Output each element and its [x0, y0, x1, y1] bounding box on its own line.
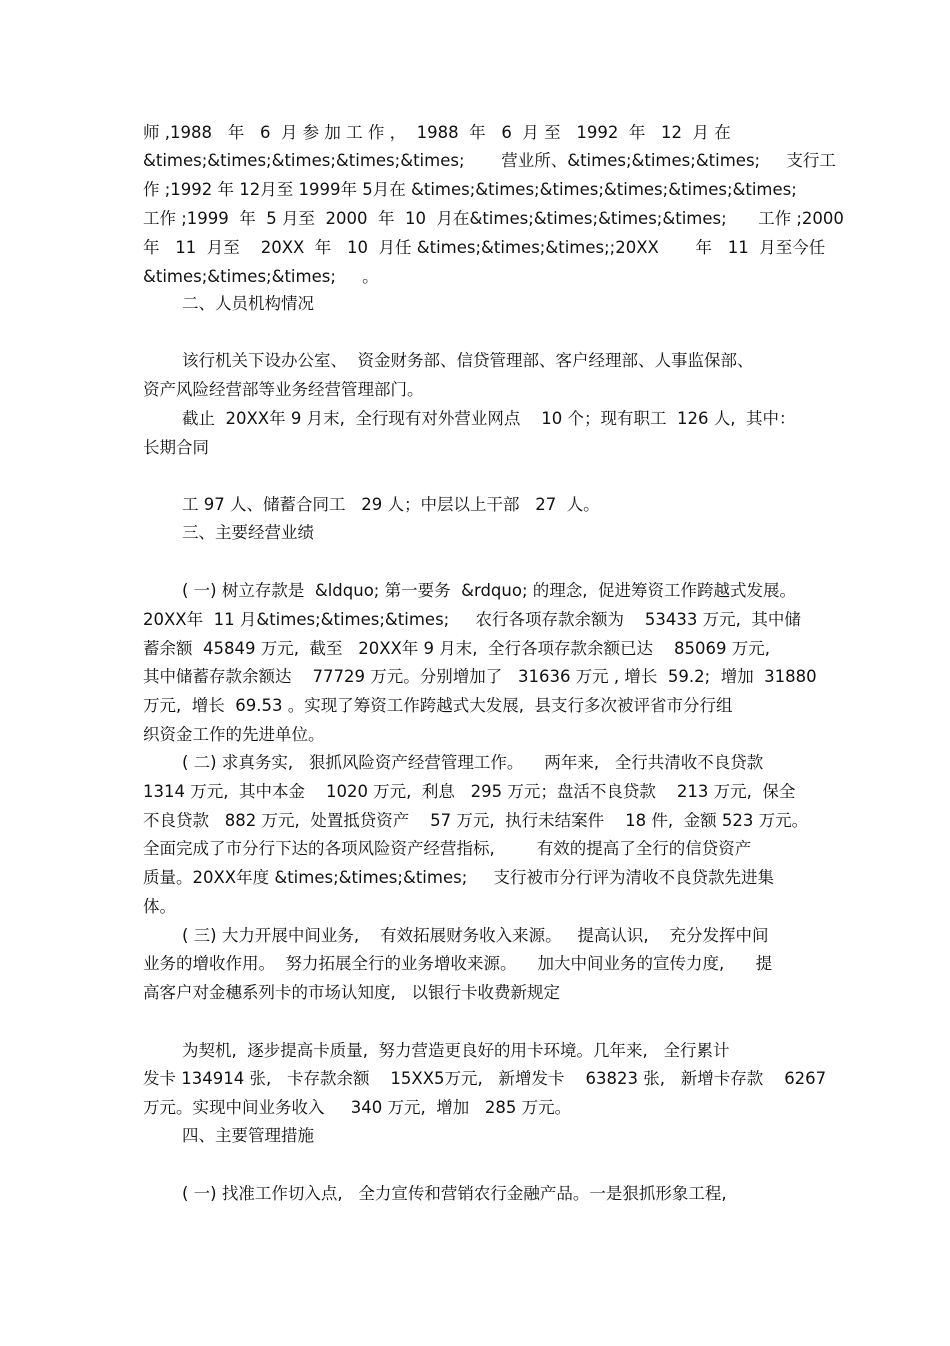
text-line: ( 一) 找准工作切入点, 全力宣传和营销农行金融产品。一是狠抓形象工程,: [182, 1184, 727, 1203]
text-line: 全面完成了市分行下达的各项风险资产经营指标, 有效的提高了全行的信贷资产: [143, 839, 752, 858]
section-heading: 四、主要管理措施: [182, 1126, 314, 1145]
text-line: 20XX年 11 月&times;&times;&times; 农行各项存款余额为 53433 万元, 其中储: [143, 610, 801, 629]
text-line: 织资金工作的先进单位。: [143, 725, 325, 744]
text-line: 师 ,1988 年 6 月 参 加 工 作 ， 1988 年 6 月 至 1992 年 12 月 在: [143, 123, 731, 142]
text-line: 长期合同: [143, 438, 209, 457]
text-line: 万元, 增长 69.53 。实现了筹资工作跨越式大发展, 县支行多次被评省市分行组: [143, 696, 733, 715]
text-line: 1314 万元, 其中本金 1020 万元, 利息 295 万元；盘活不良贷款 213 万元, 保全: [143, 782, 796, 801]
text-line: 为契机, 逐步提高卡质量, 努力营造更良好的用卡环境。几年来, 全行累计: [182, 1041, 730, 1060]
text-line: ( 二) 求真务实, 狠抓风险资产经营管理工作。 两年来, 全行共清收不良贷款: [182, 753, 764, 772]
text-line: 截止 20XX年 9 月末, 全行现有对外营业网点 10 个；现有职工 126 人, 其中：: [182, 409, 796, 428]
text-line: 发卡 134914 张, 卡存款余额 15XX5万元, 新增发卡 63823 张, 新增卡存款 6267: [143, 1069, 827, 1088]
text-line: 不良贷款 882 万元, 处置抵贷资产 57 万元, 执行未结案件 18 件, 金额 523 万元。: [143, 811, 809, 830]
section-heading: 二、人员机构情况: [182, 294, 314, 313]
text-line: 该行机关下设办公室、 资金财务部、信贷管理部、客户经理部、人事监保部、: [182, 351, 754, 370]
text-line: 高客户对金穗系列卡的市场认知度, 以银行卡收费新规定: [143, 983, 560, 1002]
text-line: 工 97 人、储蓄合同工 29 人；中层以上干部 27 人。: [182, 495, 600, 514]
text-line: &times;&times;&times; 。: [143, 267, 379, 286]
text-line: ( 三) 大力开展中间业务, 有效拓展财务收入来源。 提高认识, 充分发挥中间: [182, 926, 769, 945]
text-line: ( 一) 树立存款是 &ldquo; 第一要务 &rdquo; 的理念, 促进筹资工作跨越式发展。: [182, 581, 796, 600]
text-line: 体。: [143, 897, 176, 916]
text-line: &times;&times;&times;&times;&times; 营业所、&times;&times;&times; 支行工: [143, 151, 836, 170]
text-line: 万元。实现中间业务收入 340 万元, 增加 285 万元。: [143, 1098, 572, 1117]
section-heading: 三、主要经营业绩: [182, 523, 314, 542]
text-line: 质量。20XX年度 &times;&times;&times; 支行被市分行评为清收不良贷款先进集: [143, 868, 774, 887]
text-line: 业务的增收作用。 努力拓展全行的业务增收来源。 加大中间业务的宣传力度, 提: [143, 954, 773, 973]
text-line: 资产风险经营部等业务经营管理部门。: [143, 380, 424, 399]
text-line: 蓄余额 45849 万元, 截至 20XX年 9 月末, 全行各项存款余额已达 85069 万元,: [143, 639, 770, 658]
text-line: 其中储蓄存款余额达 77729 万元。分别增加了 31636 万元 , 增长 59.2; 增加 31880: [143, 667, 817, 686]
text-line: 工作 ;1999 年 5 月至 2000 年 10 月在&times;&times;&times;&times; 工作 ;2000: [143, 209, 844, 228]
text-line: 作 ;1992 年 12月至 1999年 5月在 &times;&times;&times;&times;&times;&times;: [143, 180, 797, 199]
text-line: 年 11 月至 20XX 年 10 月任 &times;&times;&times;;20XX 年 11 月至今任: [143, 238, 826, 257]
